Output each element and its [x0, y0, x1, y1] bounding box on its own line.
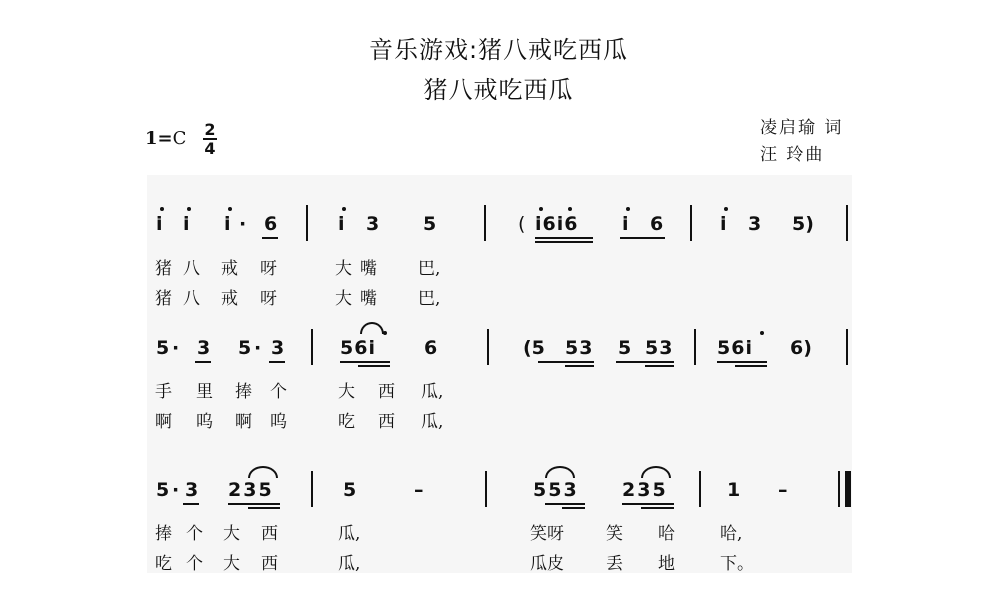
underline [622, 503, 674, 505]
note: 5 [423, 213, 437, 235]
underline [340, 361, 390, 363]
note: i [183, 213, 190, 235]
note: · [172, 337, 180, 359]
underline [358, 365, 390, 367]
barline [306, 205, 308, 241]
lyric: 猪 [155, 289, 172, 309]
note: 53 [645, 337, 674, 359]
note: 5 [156, 337, 170, 359]
staff-row-2 [147, 315, 852, 455]
underline [538, 361, 594, 363]
lyric: 呜 [196, 412, 213, 432]
underline [269, 361, 285, 363]
key-signature [145, 128, 186, 149]
underline [535, 241, 593, 243]
underline [195, 361, 211, 363]
barline [484, 205, 486, 241]
lyric: 个 [186, 524, 203, 544]
underline [641, 507, 674, 509]
underline [228, 503, 280, 505]
underline [645, 365, 674, 367]
octave-dot [342, 207, 346, 211]
octave-dot [187, 207, 191, 211]
lyric: 大 [335, 259, 352, 279]
note: 5) [792, 213, 814, 235]
lyric: 瓜, [338, 524, 361, 544]
octave-dot [626, 207, 630, 211]
lyric: 笑 [606, 524, 623, 544]
octave-dot [760, 331, 764, 335]
lyric: 吃 [155, 554, 172, 574]
lyric: 西 [261, 524, 278, 544]
underline [248, 507, 280, 509]
lyric: 大 [338, 382, 355, 402]
lyric: 个 [270, 382, 287, 402]
lyric: 下。 [720, 554, 754, 574]
note: 6 [264, 213, 278, 235]
note: 6 [650, 213, 664, 235]
lyric: 捧 [155, 524, 172, 544]
lyric: 西 [261, 554, 278, 574]
lyric: 西 [378, 412, 395, 432]
note: · [239, 213, 247, 235]
note: 235 [622, 479, 668, 501]
lyric: 呀 [260, 259, 277, 279]
time-signature [203, 121, 217, 157]
note: 235 [228, 479, 274, 501]
underline [262, 237, 278, 239]
key-prefix: 1= [145, 128, 173, 149]
octave-dot [160, 207, 164, 211]
note: 553 [533, 479, 579, 501]
note: · [254, 337, 262, 359]
underline [535, 237, 593, 239]
octave-dot [568, 207, 572, 211]
time-top: 2 [204, 120, 216, 139]
note: 6 [424, 337, 438, 359]
note: – [414, 479, 424, 501]
note: 53 [565, 337, 594, 359]
barline [846, 205, 848, 241]
octave-dot [539, 207, 543, 211]
lyric: 八 [183, 259, 200, 279]
note: 56i [340, 337, 376, 359]
underline [717, 361, 767, 363]
lyric: 瓜, [421, 412, 444, 432]
underline [562, 507, 585, 509]
lyric: 笑呀 [530, 524, 564, 544]
note: 5 [343, 479, 357, 501]
barline [311, 329, 313, 365]
lyric: 瓜, [338, 554, 361, 574]
lyric: 八 [183, 289, 200, 309]
note: 3 [271, 337, 285, 359]
note: i [338, 213, 345, 235]
final-barline-thin [838, 471, 840, 507]
lyric: 捧 [235, 382, 252, 402]
barline [311, 471, 313, 507]
lyric: 呀 [260, 289, 277, 309]
lyric: 大 [223, 524, 240, 544]
staff-row-1 [147, 175, 852, 315]
note: · [172, 479, 180, 501]
note: 5 [156, 479, 170, 501]
lyric: 戒 [221, 289, 238, 309]
underline [565, 365, 594, 367]
lyric: 大 [223, 554, 240, 574]
octave-dot [724, 207, 728, 211]
note: i [720, 213, 727, 235]
lyric: 嘴 [360, 259, 377, 279]
lyric: 手 [155, 382, 172, 402]
octave-dot [383, 331, 387, 335]
barline [699, 471, 701, 507]
note: – [778, 479, 788, 501]
note: 5 [618, 337, 632, 359]
lyric: 大 [335, 289, 352, 309]
underline [545, 503, 585, 505]
lyric: 戒 [221, 259, 238, 279]
barline [846, 329, 848, 365]
lyric: 巴, [418, 289, 441, 309]
octave-dot [228, 207, 232, 211]
underline [620, 237, 665, 239]
note: 3 [748, 213, 762, 235]
lyricist-credit: 凌启瑜 词 [760, 118, 844, 138]
note: ( [518, 213, 526, 235]
lyric: 西 [378, 382, 395, 402]
note: 56i [717, 337, 753, 359]
note: 5 [238, 337, 252, 359]
lyric: 丢 [606, 554, 623, 574]
barline [485, 471, 487, 507]
barline [487, 329, 489, 365]
note: 1 [727, 479, 741, 501]
underline [735, 365, 767, 367]
barline [694, 329, 696, 365]
note: 3 [185, 479, 199, 501]
note: i [224, 213, 231, 235]
song-title: 音乐游戏:猪八戒吃西瓜 [368, 36, 629, 64]
final-barline-thick [845, 471, 851, 507]
lyric: 巴, [418, 259, 441, 279]
song-subtitle: 猪八戒吃西瓜 [423, 76, 574, 104]
note: 3 [366, 213, 380, 235]
lyric: 里 [196, 382, 213, 402]
composer-credit: 汪 玲曲 [760, 145, 825, 165]
lyric: 瓜, [421, 382, 444, 402]
note: 6) [790, 337, 812, 359]
lyric: 地 [658, 554, 675, 574]
lyric: 啊 [155, 412, 172, 432]
lyric: 啊 [235, 412, 252, 432]
note: i [156, 213, 163, 235]
lyric: 吃 [338, 412, 355, 432]
lyric: 个 [186, 554, 203, 574]
lyric: 嘴 [360, 289, 377, 309]
underline [616, 361, 674, 363]
lyric: 猪 [155, 259, 172, 279]
lyric: 哈, [720, 524, 743, 544]
note: i [622, 213, 629, 235]
barline [690, 205, 692, 241]
note: (5 [523, 337, 545, 359]
underline [183, 503, 199, 505]
note: i6i6 [535, 213, 579, 235]
note: 3 [197, 337, 211, 359]
lyric: 瓜皮 [530, 554, 564, 574]
time-bottom: 4 [204, 139, 216, 158]
lyric: 哈 [658, 524, 675, 544]
lyric: 呜 [270, 412, 287, 432]
key-letter: C [172, 128, 187, 149]
